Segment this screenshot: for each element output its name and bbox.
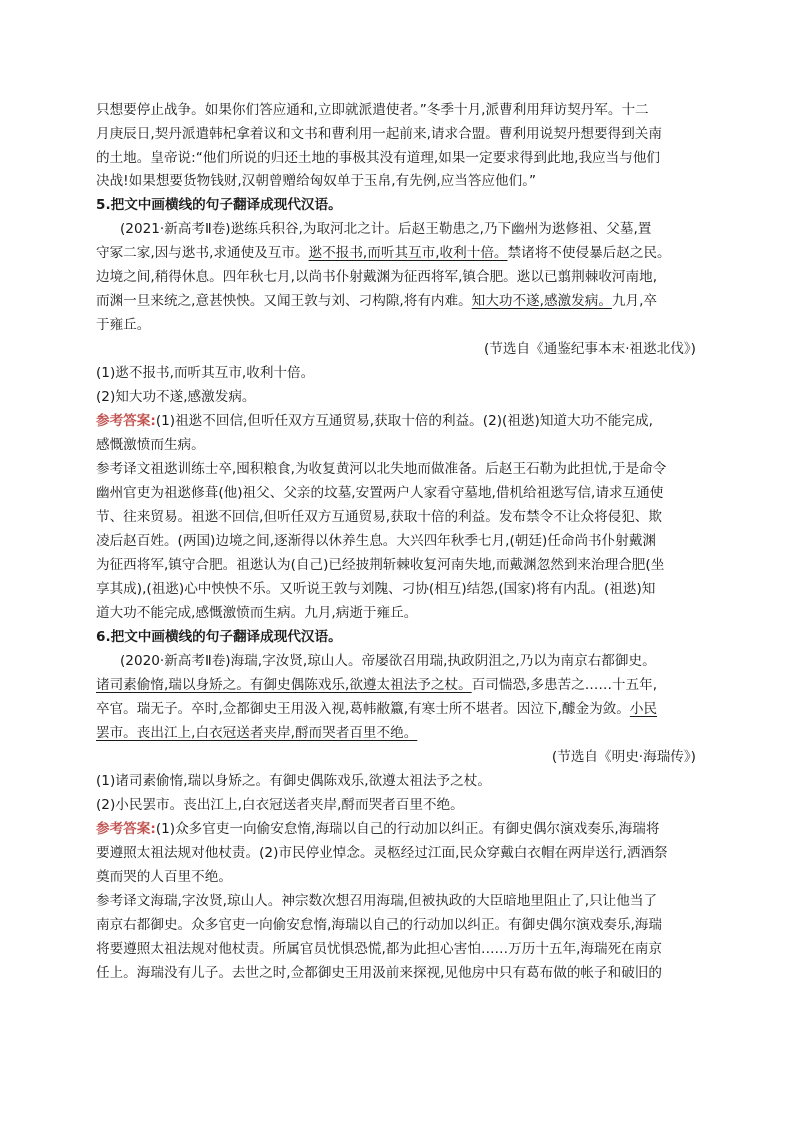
question-item: (1)诸司素偷惰,瑞以身矫之。有御史偶陈戏乐,欲遵太祖法予之杖。	[96, 773, 491, 789]
source-citation: (节选自《通鉴纪事本末·祖逖北伐》)	[483, 341, 696, 357]
answer-line: 感慨激愤而生病。	[96, 437, 205, 453]
passage-line	[96, 700, 657, 718]
text-line: 只想要停止战争。如果你们答应通和,立即就派遣使者。”冬季十月,派曹利用拜访契丹军。十二	[96, 102, 649, 118]
underlined-sentence: 逖不报书,而听其互市,收利十倍。	[308, 245, 508, 261]
answer-text: (1)祖逖不回信,但听任双方互通贸易,获取十倍的利益。(2)(祖逖)知道大功不能完成,	[155, 413, 653, 429]
passage-text: 百司惴恐,多患苦之……十五年,	[471, 677, 658, 693]
translation-line: 南京右都御史。众多官吏一向偷安怠惰,海瑞以自己的行动加以纠正。有御史偶尔演戏奏乐,海瑞	[96, 917, 662, 933]
translation-line: 任上。海瑞没有儿子。去世之时,佥都御史王用汲前来探视,见他房中只有葛布做的帐子和破旧的	[96, 965, 662, 981]
passage-text: 而渊一旦来统之,意甚怏怏。又闻王敦与刘、刁构隙,将有内难。	[96, 293, 472, 309]
answer-line	[96, 412, 653, 430]
translation-line: 参考译文祖逖训练士卒,囤积粮食,为收复黄河以北失地而做准备。后赵王石勒为此担忧,于是命令	[96, 461, 667, 477]
passage-line: (2021·新高考Ⅱ卷)逖练兵积谷,为取河北之计。后赵王勒患之,乃下幽州为逖修祖、父墓,置	[120, 221, 652, 237]
passage-line	[96, 244, 671, 262]
passage-line: 于雍丘。	[96, 317, 151, 333]
underlined-sentence: 知大功不遂,感激发病。	[471, 293, 612, 309]
translation-line: 参考译文海瑞,字汝贤,琼山人。神宗数次想召用海瑞,但被执政的大臣暗地里阻止了,只让他当了	[96, 893, 658, 909]
text-line: 决战!如果想要货物钱财,汉朝曾赠给匈奴单于玉帛,有先例,应当答应他们。”	[96, 173, 537, 189]
passage-text: 九月,卒	[611, 293, 658, 309]
passage-text: 禁诸将不使侵暴后赵之民。	[507, 245, 671, 261]
text-line: 月庚辰日,契丹派遣韩杞拿着议和文书和曹利用一起前来,请求合盟。曹利用说契丹想要得到关南	[96, 126, 662, 142]
translation-line: 为征西将军,镇守合肥。祖逖认为(自己)已经披荆斩棘收复河南失地,而戴渊忽然到来治理合肥(坐	[96, 557, 665, 573]
passage-line	[96, 292, 657, 310]
translation-line: 享其成),(祖逖)心中怏怏不乐。又听说王敦与刘隗、刁协(相互)结怨,(国家)将有内乱。(祖逖)知	[96, 581, 656, 597]
source-citation: (节选自《明史·海瑞传》)	[551, 749, 696, 765]
answer-line: 要遵照太祖法规对他杖责。(2)市民停业悼念。灵柩经过江面,民众穿戴白衣帽在两岸送行,洒酒祭	[96, 845, 668, 861]
translation-line: 幽州官吏为祖逖修葺(他)祖父、父亲的坟墓,安置两户人家看守墓地,借机给祖逖写信,请求互通使	[96, 485, 664, 501]
underlined-sentence: 小民	[629, 701, 658, 717]
answer-line: 奠而哭的人百里不绝。	[96, 869, 232, 885]
translation-line: 将要遵照太祖法规对他杖责。所属官员忧惧恐慌,都为此担心害怕……万历十五年,海瑞死在南京	[96, 941, 662, 957]
passage-line: 边境之间,稍得休息。四年秋七月,以尚书仆射戴渊为征西将军,镇合肥。逖以已翦荆棘收河南地,	[96, 269, 658, 285]
question-6-title: 6.把文中画横线的句子翻译成现代汉语。	[96, 629, 342, 645]
question-item: (2)知大功不遂,感激发病。	[96, 389, 256, 405]
answer-text: (1)众多官吏一向偷安怠惰,海瑞以自己的行动加以纠正。有御史偶尔演戏奏乐,海瑞将	[155, 821, 660, 837]
answer-label: 参考答案:	[96, 821, 156, 837]
passage-line	[96, 724, 417, 742]
answer-line	[96, 820, 660, 838]
passage-text: 守冢二家,因与逖书,求通使及互市。	[96, 245, 309, 261]
translation-line: 节、往来贸易。祖逖不回信,但听任双方互通贸易,获取十倍的利益。发布禁令不让众将侵犯、欺	[96, 509, 662, 525]
text-line: 的土地。皇帝说:“他们所说的归还土地的事极其没有道理,如果一定要求得到此地,我应当与他们	[96, 150, 661, 166]
answer-label: 参考答案:	[96, 413, 156, 429]
passage-line: (2020·新高考Ⅱ卷)海瑞,字汝贤,琼山人。帝屡欲召用瑞,执政阴沮之,乃以为南京右都御史。	[120, 653, 656, 669]
underlined-sentence: 诸司素偷惰,瑞以身矫之。有御史偶陈戏乐,欲遵太祖法予之杖。	[96, 677, 472, 693]
question-item: (2)小民罢市。丧出江上,白衣冠送者夹岸,酹而哭者百里不绝。	[96, 797, 464, 813]
translation-line: 道大功不能完成,感慨激愤而生病。九月,病逝于雍丘。	[96, 605, 418, 621]
passage-line	[96, 676, 657, 694]
question-item: (1)逖不报书,而听其互市,收利十倍。	[96, 365, 315, 381]
translation-line: 凌后赵百姓。(两国)边境之间,逐渐得以休养生息。大兴四年秋季七月,(朝廷)任命尚书仆射戴渊	[96, 533, 657, 549]
passage-text: 卒官。瑞无子。卒时,佥都御史王用汲入视,葛帏敝籝,有寒士所不堪者。因泣下,醵金为敛。	[96, 701, 630, 717]
question-5-title: 5.把文中画横线的句子翻译成现代汉语。	[96, 197, 342, 213]
underlined-sentence: 罢市。丧出江上,白衣冠送者夹岸,酹而哭者百里不绝。	[96, 725, 418, 741]
